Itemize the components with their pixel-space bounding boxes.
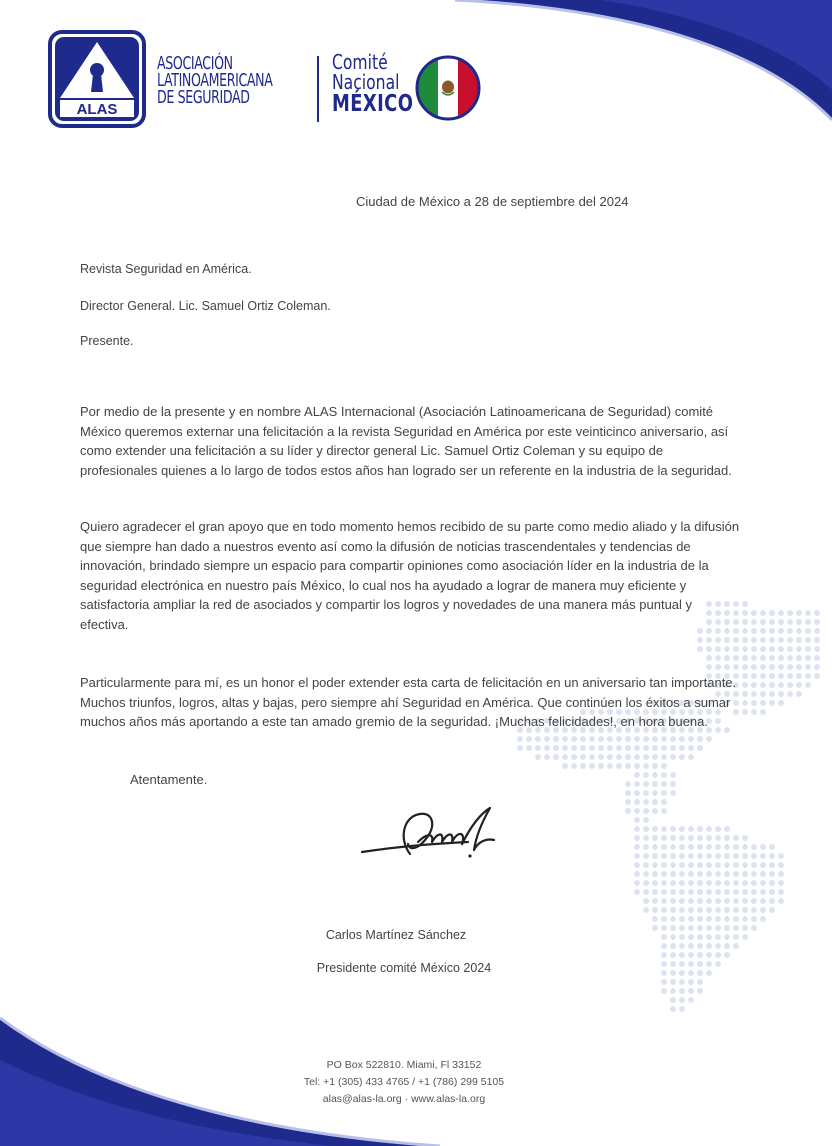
handwritten-signature xyxy=(358,802,506,874)
bottom-left-swoosh xyxy=(0,1000,520,1146)
closing-line: Atentamente. xyxy=(130,772,208,787)
signer-title: Presidente comité México 2024 xyxy=(316,961,492,975)
footer-address: PO Box 522810. Miami, Fl 33152 xyxy=(326,1059,482,1071)
svg-text:ALAS: ALAS xyxy=(76,101,118,118)
americas-map-watermark xyxy=(480,600,820,1020)
comite-nacional-label: Comité Nacional MÉXICO xyxy=(332,50,414,117)
organization-name: ASOCIACIÓN LATINOAMERICANA DE SEGURIDAD xyxy=(157,54,273,108)
paragraph-2: Quiero agradecer el gran apoyo que en todo momento hemos recibido de su parte como medio aliado y la difusión que siempre han dado a nuestros evento así como la difusión de noticias trascendentales y tendencias de innovación, brindado siempre un espacio para compartir opiniones como asociación líder en la industria de la seguridad electrónica en nuestro país México, lo cual nos ha ayudado a lograr de manera muy eficiente y satisfactoria ampliar la red de asociados y compartir los logros y novedades de una manera más puntual y efectiva. xyxy=(80,519,740,632)
header-separator xyxy=(317,56,319,122)
letter-date: Ciudad de México a 28 de septiembre del 2024 xyxy=(356,194,629,209)
footer-phone: Tel: +1 (305) 433 4765 / +1 (786) 299 5105 xyxy=(303,1076,505,1088)
signer-name: Carlos Martínez Sánchez xyxy=(325,928,467,942)
recipient-line: Revista Seguridad en América. xyxy=(80,262,252,276)
director-line: Director General. Lic. Samuel Ortiz Coleman. xyxy=(80,299,331,313)
footer-web: alas@alas-la.org · www.alas-la.org xyxy=(322,1093,486,1105)
paragraph-1: Por medio de la presente y en nombre ALAS Internacional (Asociación Latinoamericana de Seguridad) comité México queremos externar una felicitación a la revista Seguridad en América por este veinticinco aniversario, así como extender una felicitación a su líder y director general Lic. Samuel Ortiz Coleman y su equipo de profesionales quienes a lo largo de todos estos años han logrado ser un referente en la industria de la seguridad. xyxy=(80,404,732,478)
paragraph-3: Particularmente para mí, es un honor el poder extender esta carta de felicitación en un aniversario tan importante. Muchos triunfos, logros, altas y bajas, pero siempre ahí Seguridad en América. Que continúen los éxitos a sumar muchos años más aportando a este tan amado gremio de la seguridad. ¡Muchas felicidades!, en hora buena. xyxy=(80,675,737,729)
salutation-line: Presente. xyxy=(80,334,134,348)
alas-logo xyxy=(48,30,146,128)
mexico-flag-icon xyxy=(414,54,482,122)
